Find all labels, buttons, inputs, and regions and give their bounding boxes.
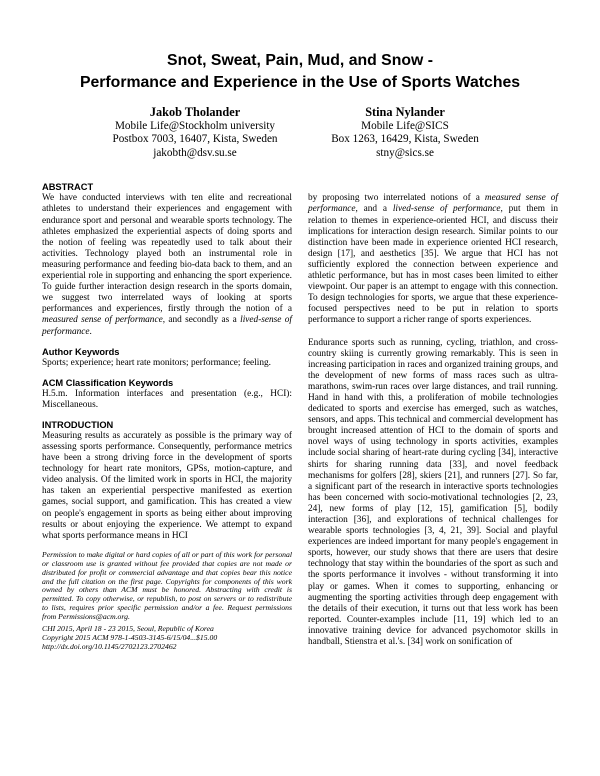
right-paragraph-1: by proposing two interrelated notions of a measured sense of performance, and a lived-sense of performance, put them in relation to themes in experience-oriented HCI, and discuss their implications for interaction design research. Similar points to our distinction have been made in experience oriented HCI research, design [17], and aesthetics [35]. We argue that HCI has not sufficiently explored the connection between experience and athletic performance, but has in most cases been limited to either viewpoint. Our paper is an attempt to engage with this connection. To design technologies for sports, we argue that these experience-focused perspectives need to be put in relation to sports performance to support a richer range of sports experiences. [308,193,558,326]
right-column [308,182,558,651]
author-2-address: Box 1263, 16429, Kista, Sweden [331,133,479,146]
left-column [42,182,292,651]
conference-line: CHI 2015, April 18 - 23 2015, Seoul, Republic of Korea [42,624,214,634]
author-2-email: stny@sics.se [376,146,434,159]
author-keywords-heading: Author Keywords [42,346,120,357]
acm-classification-text: H.5.m. Information interfaces and presentation (e.g., HCI): Miscellaneous. [42,388,292,410]
right-paragraph-2: Endurance sports such as running, cycling, triathlon, and cross-country skiing is currently growing remarkably. This is seen in increasing participation in races and organized training groups, and the development of new forms of mass races such as ultra-marathons, swim-run races over large distances, and trail running. Hand in hand with this, a proliferation of mobile technologies dedicated to sports and exercise has emerged, such as watches, sensors, and apps. This technical and commercial development has brought increased attention of HCI to the domain of sports and novel ways of using technology in sports activities, examples include social sharing of heart-rate during cycling [34], interactive shirts for sharing running data [33], and novel feedback mechanisms for golfers [28], skiers [21], and runners [27]. So far, a significant part of the research in interactive sports technologies has been concerned with socio-motivational technologies [2, 23, 24], new forms of play [12, 15], gamification [5], bodily interaction [36], and explorations of technical challenges for wearable sports technologies [3, 4, 21, 39]. Social and playful experiences are indeed important for many people's engagement in sports, however, our study shows that there are users that desire technology that stay within the boundaries of the sport as such and the sports performance it involves - without transforming it into play or games. When it comes to supporting, enhancing or augmenting the sporting activities through deep engagement with the details of their execution, it turns out that less work has been reported. Counter-examples include [11, 19] which led to an innovative training device for advanced psychomotor skills in handball, Stienstra et al.'s. [34] work on sonification of [308,337,558,648]
permission-notice: Permission to make digital or hard copies of all or part of this work for personal or classroom use is granted without fee provided that copies are not made or distributed for profit or commercial advantage and that copies bear this notice and the full citation on the first page. Copyrights for components of this work owned by others than ACM must be honored. Abstracting with credit is permitted. To copy otherwise, or republish, to post on servers or to redistribute to lists, requires prior specific permission and/or a fee. Request permissions from Permissions@acm.org. [42,549,292,622]
copyright-line: Copyright 2015 ACM 978-1-4503-3145-6/15/04...$15.00 [42,632,218,642]
author-1-address: Postbox 7003, 16407, Kista, Sweden [112,133,278,146]
author-2-affiliation: Mobile Life@SICS [361,119,449,132]
paper-title-line-1: Snot, Sweat, Pain, Mud, and Snow - [167,52,433,69]
author-keywords-text: Sports; experience; heart rate monitors; performance; feeling. [42,357,271,368]
author-blocks [42,106,558,160]
abstract-heading: ABSTRACT [42,182,94,193]
abstract-text: We have conducted interviews with ten elite and recreational athletes to understand their experiences and engagement with endurance sport and personal and wearable sports technology. The athletes emphasized the experiential aspects of doing sports and the notion of feeling was repeatedly used to talk about their activities. Technology played both an instrumental role in measuring performance and feeding bio-data back to them, and an experiential role in supporting and enhancing the sport experience. To guide further interaction design research in the sports domain, we suggest two interrelated ways of looking at sports performances and experiences, firstly through the notion of a measured sense of performance, and secondly as a lived-sense of performance. [42,193,293,337]
permission-block [42,551,292,652]
author-1-email: jakobth@dsv.su.se [153,146,237,159]
introduction-text: Measuring results as accurately as possible is the primary way of assessing sports performance. Consequently, performance metrics have been a strong driving force in the development of sports technology for heart rate monitors, GPSs, motion-capture, and video analysis. Of the limited work in sports in HCI, the majority has taken an experiential perspective manifested as exertion games, social support, and gamification. This has created a view on people's engagement in sports as being either about improving results or about enjoying the experience. We attempt to expand what sports performance means in HCI [42,430,292,541]
author-1-name: Jakob Tholander [149,105,241,119]
author-block-2 [305,106,505,160]
author-1-affiliation: Mobile Life@Stockholm university [114,119,276,132]
two-column-body [42,182,558,651]
acm-classification-heading: ACM Classification Keywords [42,377,174,388]
doi-line: http://dx.doi.org/10.1145/2702123.2702462 [42,641,177,651]
introduction-heading: INTRODUCTION [42,419,114,430]
paper-title-line-2: Performance and Experience in the Use of Sports Watches [79,73,521,91]
author-2-name: Stina Nylander [365,105,445,119]
author-block-1 [95,106,295,160]
paper-title [42,50,558,93]
